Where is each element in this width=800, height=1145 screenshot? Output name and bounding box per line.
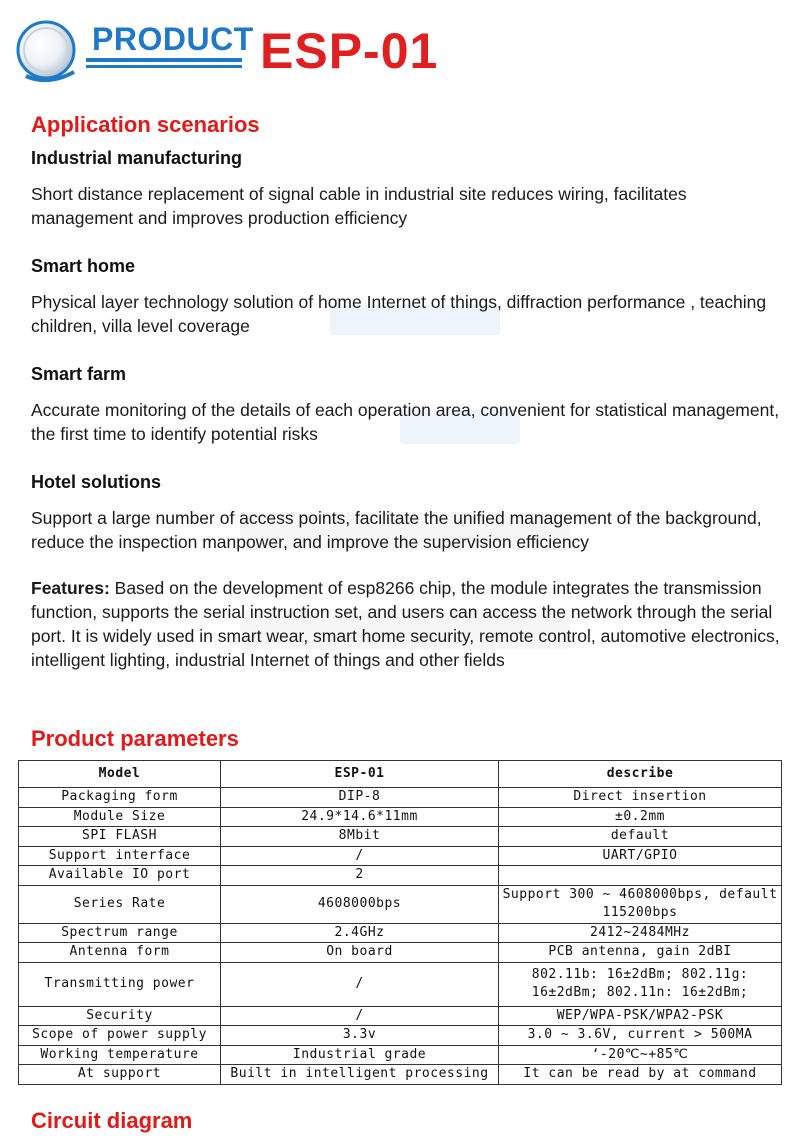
parameters-table [18, 760, 782, 1085]
product-model-title: ESP-01 [260, 23, 439, 79]
table-row [19, 827, 782, 847]
table-cell: / [221, 1006, 499, 1026]
table-cell: Built in intelligent processing [221, 1065, 499, 1085]
table-cell: / [221, 962, 499, 1006]
table-cell: 802.11b: 16±2dBm; 802.11g: 16±2dBm; 802.11n: 16±2dBm; [499, 962, 782, 1006]
table-cell: 24.9*14.6*11mm [221, 807, 499, 827]
table-cell [499, 866, 782, 886]
table-cell: WEP/WPA-PSK/WPA2-PSK [499, 1006, 782, 1026]
circuit-heading: Circuit diagram [31, 1108, 193, 1133]
features-label: Features: [31, 578, 110, 598]
scenario-title: Smart farm [31, 364, 127, 384]
table-row [19, 962, 782, 1006]
column-header: ESP-01 [221, 761, 499, 788]
table-row [19, 846, 782, 866]
table-cell: Scope of power supply [19, 1026, 221, 1046]
scenario-item [31, 144, 781, 230]
table-cell: Available IO port [19, 866, 221, 886]
table-row [19, 885, 782, 923]
table-cell: UART/GPIO [499, 846, 782, 866]
badge-underline-2 [86, 65, 242, 68]
table-row [19, 1045, 782, 1065]
table-cell: At support [19, 1065, 221, 1085]
table-cell: Spectrum range [19, 923, 221, 943]
table-cell: Support 300 ~ 4608000bps, default 115200bps [499, 885, 782, 923]
scenario-item [31, 360, 781, 446]
globe-logo-icon [8, 14, 88, 84]
features-paragraph [31, 576, 781, 672]
scenario-item [31, 252, 781, 338]
table-cell: 2.4GHz [221, 923, 499, 943]
table-cell: It can be read by at command [499, 1065, 782, 1085]
table-cell: Series Rate [19, 885, 221, 923]
table-cell: Module Size [19, 807, 221, 827]
table-cell: ±0.2mm [499, 807, 782, 827]
table-row [19, 807, 782, 827]
table-cell: Antenna form [19, 943, 221, 963]
scenario-title: Industrial manufacturing [31, 148, 243, 168]
table-row [19, 1065, 782, 1085]
scenario-text: Support a large number of access points, facilitate the unified management of the background, reduce the inspection manpower, and improve the supervision efficiency [31, 508, 762, 552]
table-cell: 2 [221, 866, 499, 886]
scenario-text: Accurate monitoring of the details of each operation area, convenient for statistical management, the first time to identify potential risks [31, 400, 780, 444]
table-cell: / [221, 846, 499, 866]
table-cell: Security [19, 1006, 221, 1026]
table-cell: 4608000bps [221, 885, 499, 923]
table-row [19, 923, 782, 943]
table-header-row [19, 761, 782, 788]
table-cell: Working temperature [19, 1045, 221, 1065]
application-heading: Application scenarios [31, 112, 260, 137]
table-cell: On board [221, 943, 499, 963]
scenario-title: Hotel solutions [31, 472, 161, 492]
column-header: describe [499, 761, 782, 788]
table-cell: Packaging form [19, 788, 221, 808]
features-text: Based on the development of esp8266 chip, the module integrates the transmission function, supports the serial instruction set, and users can access the network through the serial port. It is widely used in smart wear, smart home security, remote control, automotive electronics, intelligent lighting, industrial Internet of things and other fields [31, 578, 780, 670]
parameters-heading: Product parameters [31, 726, 239, 751]
table-cell: DIP-8 [221, 788, 499, 808]
scenario-title: Smart home [31, 256, 136, 276]
scenario-text: Short distance replacement of signal cable in industrial site reduces wiring, facilitates management and improves production efficiency [31, 184, 687, 228]
table-row [19, 1006, 782, 1026]
table-cell: Industrial grade [221, 1045, 499, 1065]
table-cell: 3.0 ~ 3.6V, current > 500MA [499, 1026, 782, 1046]
scenario-item [31, 468, 781, 554]
table-cell: ‘-20℃~+85℃ [499, 1045, 782, 1065]
table-row [19, 788, 782, 808]
table-cell: Transmitting power [19, 962, 221, 1006]
page-header [0, 0, 800, 95]
table-cell: PCB antenna, gain 2dBI [499, 943, 782, 963]
table-cell: 8Mbit [221, 827, 499, 847]
table-cell: SPI FLASH [19, 827, 221, 847]
table-cell: Support interface [19, 846, 221, 866]
table-cell: 3.3v [221, 1026, 499, 1046]
badge-label: PRODUCT [92, 21, 254, 57]
badge-underline [86, 58, 242, 62]
column-header: Model [19, 761, 221, 788]
table-cell: Direct insertion [499, 788, 782, 808]
table-row [19, 866, 782, 886]
scenario-text: Physical layer technology solution of home Internet of things, diffraction performance , teaching children, villa level coverage [31, 292, 767, 336]
table-cell: 2412~2484MHz [499, 923, 782, 943]
table-row [19, 943, 782, 963]
main-content [31, 108, 781, 672]
table-cell: default [499, 827, 782, 847]
table-row [19, 1026, 782, 1046]
